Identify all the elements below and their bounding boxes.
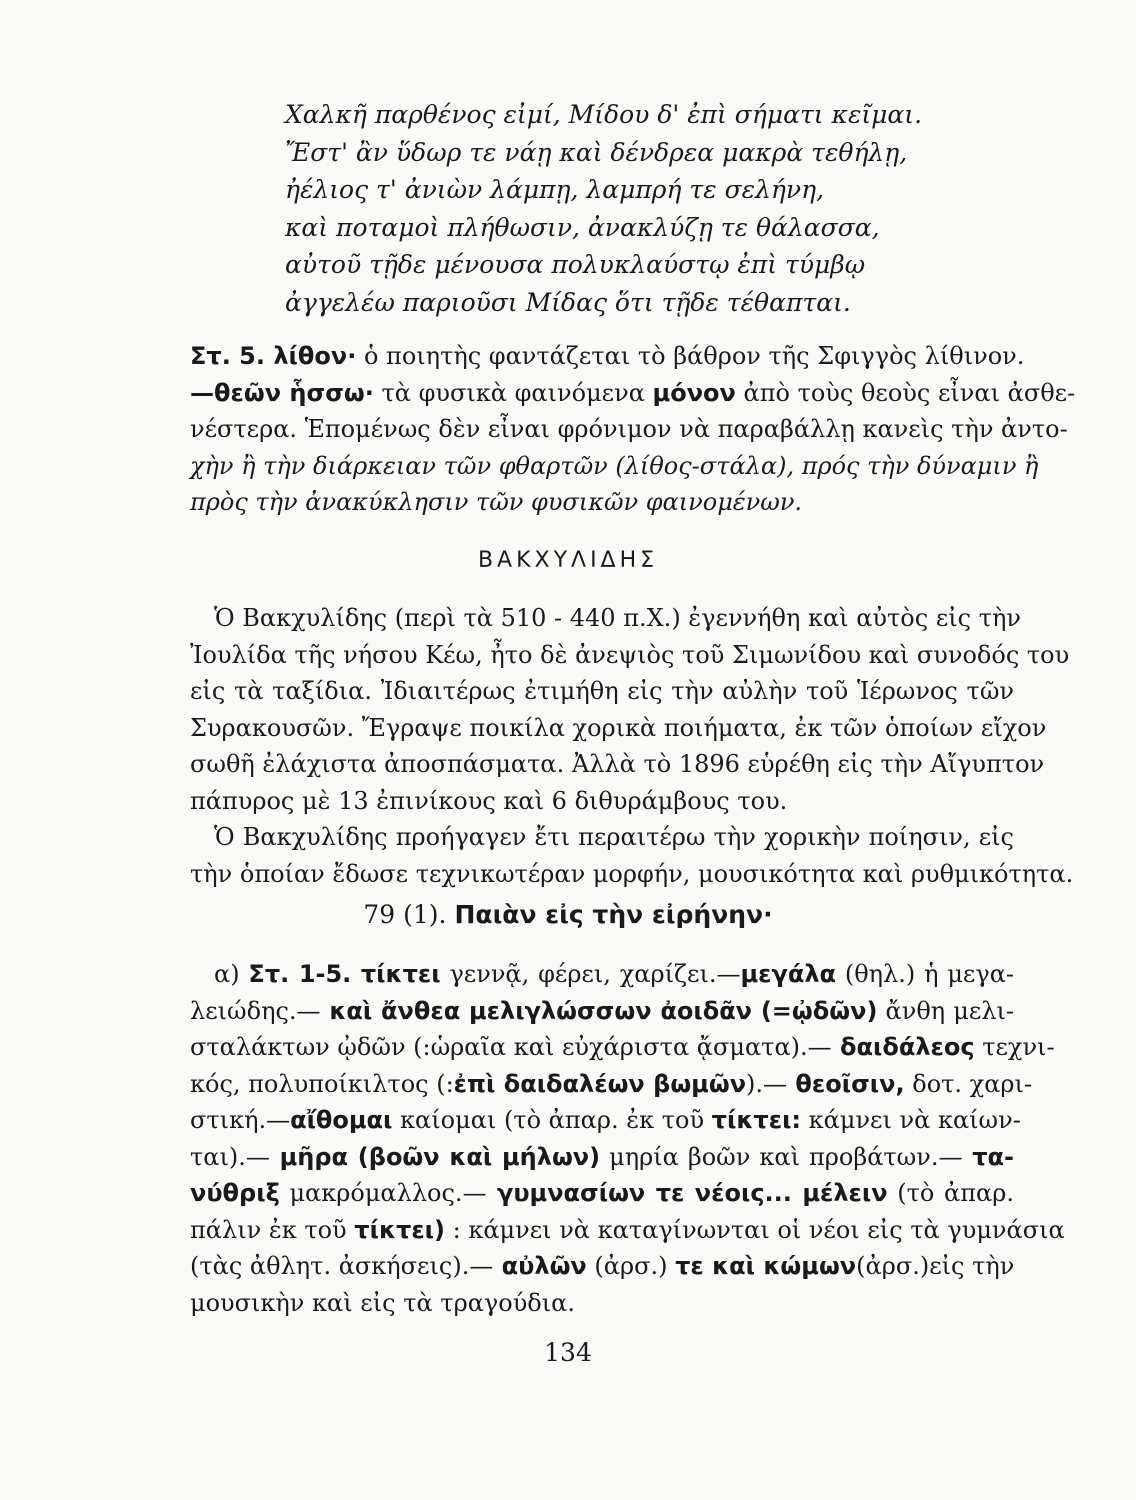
commentary-text: ὁ ποιητὴς φαντάζεται τὸ βάθρον τῆς Σφιγγὸς λίθινον. <box>356 342 1025 370</box>
ode-title <box>0 900 1136 929</box>
poem-commentary <box>190 338 1076 521</box>
note-text: στική.— <box>190 1106 291 1134</box>
note-text: γεννᾷ, φέρει, χαρίζει.— <box>440 960 741 988</box>
note-line <box>190 1139 1014 1176</box>
lemma: τίκτει) <box>354 1215 445 1244</box>
note-text: (ἀρσ.) <box>586 1252 676 1280</box>
lemma: μῆρα (βοῶν καὶ μήλων) <box>269 1142 601 1171</box>
lemma: αἴθομαι <box>290 1106 393 1134</box>
lemma: νύθριξ <box>190 1179 280 1207</box>
commentary-text: τὰ φυσικὰ φαινόμενα <box>373 378 653 407</box>
commentary-line: νέστερα. Ἑπομένως δὲν εἶναι φρόνιμον νὰ παραβάλλῃ κανεὶς τὴν ἀντο- <box>190 415 1068 443</box>
note-text: (τὸ ἀπαρ. <box>887 1179 1014 1207</box>
note-line <box>190 1175 1014 1212</box>
note-text: ).— <box>746 1069 788 1098</box>
bio-line: πάπυρος μὲ 13 ἐπινίκους καὶ 6 διθυράμβους του. <box>190 786 788 815</box>
lemma: καὶ ἄνθεα μελιγλώσσων ἀοιδᾶν (=ᾠδῶν) <box>320 996 878 1025</box>
lemma: μεγάλα <box>740 960 837 988</box>
lemma: θεοῖσιν, <box>787 1069 905 1098</box>
bio-line: Ὁ Βακχυλίδης προήγαγεν ἔτι περαιτέρω τὴν χορικὴν ποίησιν, εἰς <box>214 823 1014 851</box>
note-text: (θηλ.) ἡ μεγα- <box>836 960 1015 988</box>
commentary-line: πρὸς τὴν ἀνακύκλησιν τῶν φυσικῶν φαινομένων. <box>190 488 803 516</box>
note-text: λειώδης.— <box>190 996 321 1025</box>
note-text: πάλιν ἐκ τοῦ <box>190 1215 355 1244</box>
note-text: μηρία βοῶν καὶ προβάτων.— <box>600 1142 963 1171</box>
page-number: 134 <box>544 1338 592 1367</box>
bio-line: Ὁ Βακχυλίδης (περὶ τὰ 510 - 440 π.Χ.) ἐγεννήθη καὶ αὐτὸς εἰς τὴν <box>214 604 1021 632</box>
bio-line: σωθῆ ἐλάχιστα ἀποσπάσματα. Ἀλλὰ τὸ 1896 εὑρέθη εἰς τὴν Αἴγυπτον <box>190 750 1045 778</box>
note-line <box>190 1248 1014 1285</box>
commentary-text: ἀπὸ τοὺς θεοὺς εἶναι ἀσθε- <box>735 378 1076 407</box>
note-line: μουσικὴν καὶ εἰς τὰ τραγούδια. <box>190 1288 575 1317</box>
note-text: μακρόμαλλος.— <box>279 1179 487 1207</box>
commentary-line <box>190 338 1025 375</box>
commentary-line <box>190 375 1076 412</box>
note-text: κάμνει νὰ καίων- <box>801 1106 1021 1134</box>
note-text: ἄνθη μελι- <box>877 996 1014 1025</box>
note-line <box>190 1029 1055 1066</box>
lemma: τα- <box>962 1142 1014 1171</box>
note-text: κός, πολυποίκιλτος (: <box>190 1069 454 1098</box>
note-text: δοτ. χαρι- <box>904 1069 1033 1098</box>
ode-number: 79 (1). <box>363 900 455 929</box>
bio-line: Συρακουσῶν. Ἔγραψε ποικίλα χορικὰ ποιήματα, ἐκ τῶν ὁποίων εἴχον <box>190 713 1047 742</box>
note-line <box>190 956 1014 993</box>
note-text: καίομαι (τὸ ἀπαρ. ἐκ τοῦ <box>392 1106 712 1134</box>
note-text: α) <box>214 960 249 988</box>
bio-line: τὴν ὁποίαν ἔδωσε τεχνικωτέραν μορφήν, μουσικότητα καὶ ρυθμικότητα. <box>190 859 1074 888</box>
bio-line: Ἰουλίδα τῆς νήσου Κέω, ἦτο δὲ ἀνεψιὸς τοῦ Σιμωνίδου καὶ συνοδός του <box>190 640 1070 669</box>
ode-notes <box>190 956 1065 1321</box>
ode-name: Παιὰν εἰς τὴν εἰρήνην· <box>454 900 773 929</box>
note-text: σταλάκτων ᾠδῶν (:ὡραῖα καὶ εὐχάριστα ᾄσματα).— <box>190 1033 832 1061</box>
line-reference: Στ. 5. λίθον· <box>190 342 357 370</box>
note-text: τεχνι- <box>974 1033 1055 1061</box>
note-line <box>190 993 1014 1030</box>
poem-line: ἠέλιος τ' ἀνιὼν λάμπῃ, λαμπρή τε σελήνη, <box>285 175 825 204</box>
poem-line: ἀγγελέω παριοῦσι Μίδας ὅτι τῇδε τέθαπται. <box>285 287 851 317</box>
emphasis: μόνον <box>652 378 736 407</box>
bio-line: εἰς τὰ ταξίδια. Ἰδιαιτέρως ἐτιμήθη εἰς τὴν αὐλὴν τοῦ Ἱέρωνος τῶν <box>190 677 1014 705</box>
note-text: ται).— <box>190 1142 270 1171</box>
lemma: τίκτει: <box>711 1106 802 1134</box>
lemma: —θεῶν ἧσσω· <box>190 378 374 407</box>
note-line <box>190 1212 1065 1249</box>
note-line <box>190 1066 1033 1103</box>
poem-line: Ἔστ' ἂν ὕδωρ τε νάῃ καὶ δένδρεα μακρὰ τεθήλῃ, <box>285 137 908 167</box>
lemma: αὐλῶν <box>493 1252 587 1280</box>
commentary-line: χὴν ἢ τὴν διάρκειαν τῶν φθαρτῶν (λίθος-στάλα), πρός τὴν δύναμιν ἢ <box>190 451 1039 480</box>
note-line <box>190 1102 1021 1139</box>
biography-text <box>190 600 1074 892</box>
poem-line: καὶ ποταμοὶ πλήθωσιν, ἀνακλύζῃ τε θάλασσα, <box>285 212 880 242</box>
note-text: (ἀρσ.)εἰς τὴν <box>856 1252 1015 1280</box>
lemma: γυμνασίων τε νέοις... μέλειν <box>486 1179 888 1207</box>
lemma: δαιδάλεος <box>831 1033 975 1061</box>
poem-line: αὐτοῦ τῇδε μένουσα πολυκλαύστῳ ἐπὶ τύμβῳ <box>285 250 866 279</box>
note-text: : κάμνει νὰ καταγίνωνται οἱ νέοι εἰς τὰ γυμνάσια <box>445 1215 1065 1244</box>
lemma: Στ. 1-5. τίκτει <box>248 960 441 988</box>
lemma: τε καὶ κώμων <box>675 1252 857 1280</box>
note-text: (τὰς ἀθλητ. ἀσκήσεις).— <box>190 1252 494 1280</box>
poem-line: Χαλκῆ παρθένος εἰμί, Μίδου δ' ἐπὶ σήματι κεῖμαι. <box>285 100 923 129</box>
section-heading: ΒΑΚΧΥΛΙΔΗΣ <box>477 548 659 573</box>
lemma: ἐπὶ δαιδαλέων βωμῶν <box>453 1069 747 1098</box>
epigram-poem <box>285 96 985 321</box>
